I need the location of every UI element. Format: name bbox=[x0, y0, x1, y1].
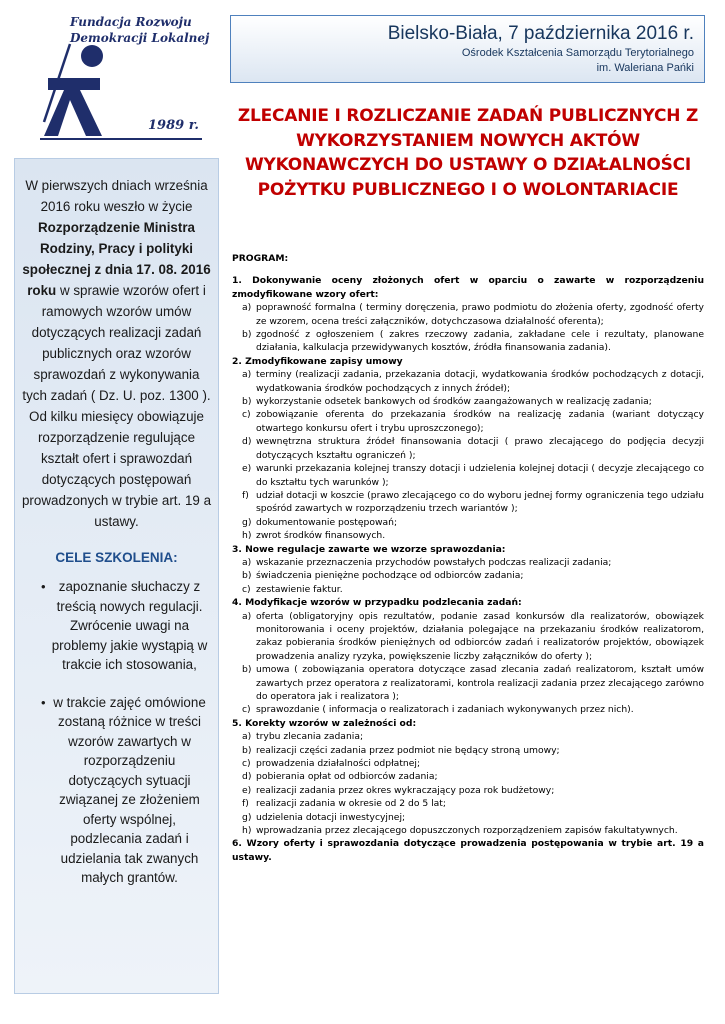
list-item: a) oferta (obligatoryjny opis rezultatów, podanie zasad konkursów dla realizatorów, obowiązek monitorowania i oceny projektów, działania polegające na przekazaniu środków realizatorom, zakaz pobierania środków pieniężnych od odbiorców zadań i realizatorów projektów, obowiązek prowadzenia analizy ryzyka, powiększenie liczby załączników do oferty ); bbox=[242, 610, 704, 662]
list-item: c) sprawozdanie ( informacja o realizatorach i zadaniach wykonywanych przez nich). bbox=[242, 704, 634, 716]
list-item: e) warunki przekazania kolejnej transzy dotacji i udzielenia kolejnej dotacji ( decyzje zlecającego co do kształtu tych warunków ); bbox=[242, 463, 704, 488]
regulation-name: Rozporządzenie Ministra Rodziny, Pracy i polityki społecznej z dnia 17. 08. 2016 roku bbox=[22, 220, 211, 298]
bullet-icon: • bbox=[41, 579, 46, 594]
list-item: e) realizacji zadania przez okres wykraczający poza rok budżetowy; bbox=[242, 784, 555, 796]
list-item: g) udzielenia dotacji inwestycyjnej; bbox=[242, 811, 406, 823]
list-item: b) świadczenia pieniężne pochodzące od odbiorców zadania; bbox=[242, 570, 524, 582]
program-section-5-title: 5. Korekty wzorów w zależności od: bbox=[232, 717, 417, 729]
list-item: a) wskazanie przeznaczenia przychodów powstałych podczas realizacji zadania; bbox=[242, 556, 612, 568]
list-item: b) umowa ( zobowiązania operatora dotyczące zasad zlecania zadań realizatorom, kształt umów zawartych przez operatora z realizatorami, kontrola realizacji zadania przez zlecającego zarówno do operatora jak i realizatora ); bbox=[242, 664, 704, 702]
left-sidebar bbox=[14, 158, 219, 994]
bullet-icon: • bbox=[41, 694, 46, 710]
goal-item: • w trakcie zajęć omówione zostaną różnice w treści wzorów zawartych w rozporządzeniu dotyczących sytuacji związanej ze złożeniem oferty wspólnej, podzlecania zadań i udzielania tak zwanych małych grantów. bbox=[41, 694, 206, 885]
list-item: b) realizacji części zadania przez podmiot nie będący stroną umowy; bbox=[242, 744, 560, 756]
list-item: h) zwrot środków finansowych. bbox=[242, 530, 386, 542]
list-item: c) zestawienie faktur. bbox=[242, 583, 343, 595]
list-item: b) zgodność z ogłoszeniem ( zakres rzeczowy zadania, zakładane cele i rezultaty, planowane działania, kalkulacja przewidywanych kosztów, źródła finansowania zadania). bbox=[242, 329, 704, 354]
list-item: a) poprawność formalna ( terminy doręczenia, prawo podmiotu do złożenia oferty, zgodność oferty ze wzorem, ocena treści załączników, dotychczasowa działalność oferenta); bbox=[242, 302, 704, 327]
list-item: a) trybu zlecania zadania; bbox=[242, 731, 364, 743]
goals-list bbox=[21, 577, 212, 888]
list-item: d) pobierania opłat od odbiorców zadania; bbox=[242, 771, 438, 783]
logo-org-name: Fundacja Rozwoju Demokracji Lokalnej bbox=[70, 15, 210, 45]
goals-heading: CELE SZKOLENIA: bbox=[55, 550, 178, 565]
goal-item: • zapoznanie słuchaczy z treścią nowych regulacji. Zwrócenie uwagi na problemy jakie wystąpią w trakcie ich stosowania, bbox=[41, 579, 208, 672]
program-label: PROGRAM: bbox=[232, 253, 289, 264]
list-item: f) realizacji zadania w okresie od 2 do 5 lat; bbox=[242, 798, 447, 810]
list-item: c) zobowiązanie oferenta do przekazania środków na realizację zadania (wariant dotyczący otwartego konkursu ofert i trybu uproszczonego); bbox=[242, 409, 704, 434]
list-item: c) prowadzenia działalności odpłatnej; bbox=[242, 758, 421, 770]
list-item: h) wprowadzania przez zlecającego dopuszczonych rozporządzeniem zapisów fakultatywnych. bbox=[242, 825, 678, 837]
program-section-2-title: 2. Zmodyfikowane zapisy umowy bbox=[232, 355, 403, 367]
list-item: g) dokumentowanie postępowań; bbox=[242, 516, 398, 528]
list-item: a) terminy (realizacji zadania, przekazania dotacji, wydatkowania środków pochodzących z dotacji, wydatkowania środków pochodzących z innych źródeł); bbox=[242, 369, 704, 394]
fundacja-figure-icon bbox=[40, 40, 120, 140]
program-section bbox=[232, 252, 704, 864]
program-section-4-title: 4. Modyfikacje wzorów w przypadku podzlecania zadań: bbox=[232, 597, 522, 609]
organizer-line-2: im. Waleriana Pańki bbox=[596, 62, 694, 74]
program-section-6-title: 6. Wzory oferty i sprawozdania dotyczące prowadzenia postępowania w trybie art. 19 a ustawy. bbox=[232, 838, 704, 863]
city-date: Bielsko-Biała, 7 października 2016 r. bbox=[387, 23, 694, 44]
list-item: d) wewnętrzna struktura źródeł finansowania dotacji ( prawo zlecającego do podjęcia decyzji dotyczących kształtu ograniczeń ); bbox=[242, 436, 704, 461]
program-section-1-title: 1. Dokonywanie oceny złożonych ofert w oparciu o zawarte w rozporządzeniu zmodyfikowane wzory ofert: bbox=[232, 275, 704, 300]
logo-divider bbox=[40, 138, 202, 140]
page-title: ZLECANIE I ROZLICZANIE ZADAŃ PUBLICZNYCH Z WYKORZYSTANIEM NOWYCH AKTÓW WYKONAWCZYCH DO USTAWY O DZIAŁALNOŚCI POŻYTKU PUBLICZNEGO I O WOLONTARIACIE bbox=[237, 106, 699, 200]
logo-year: 1989 r. bbox=[148, 118, 199, 133]
foundation-logo bbox=[40, 12, 210, 142]
header-box bbox=[230, 15, 705, 83]
list-item: f) udział dotacji w koszcie (prawo zlecającego co do wyboru jednej formy ograniczenia tego udziału spośród zawartych w rozporządzeniu trzech wariantów ); bbox=[242, 489, 704, 515]
intro-paragraph: W pierwszych dniach września 2016 roku weszło w życie Rozporządzenie Ministra Rodziny, Pracy i polityki społecznej z dnia 17. 08. 2016 roku w sprawie wzorów ofert i ramowych wzorów umów dotyczących realizacji zadań publicznych oraz wzorów sprawozdań z wykonywania tych zadań ( Dz. U. poz. 1300 ). Od kilku miesięcy obowiązuje rozporządzenie regulujące kształt ofert i sprawozdań dotyczących postępowań prowadzonych w trybie art. 19 a ustawy. bbox=[21, 178, 212, 529]
organizer-line-1: Ośrodek Kształcenia Samorządu Terytorialnego bbox=[461, 47, 694, 59]
list-item: b) wykorzystanie odsetek bankowych od środków zaangażowanych w realizację zadania; bbox=[242, 396, 652, 408]
program-section-3-title: 3. Nowe regulacje zawarte we wzorze sprawozdania: bbox=[232, 543, 506, 555]
